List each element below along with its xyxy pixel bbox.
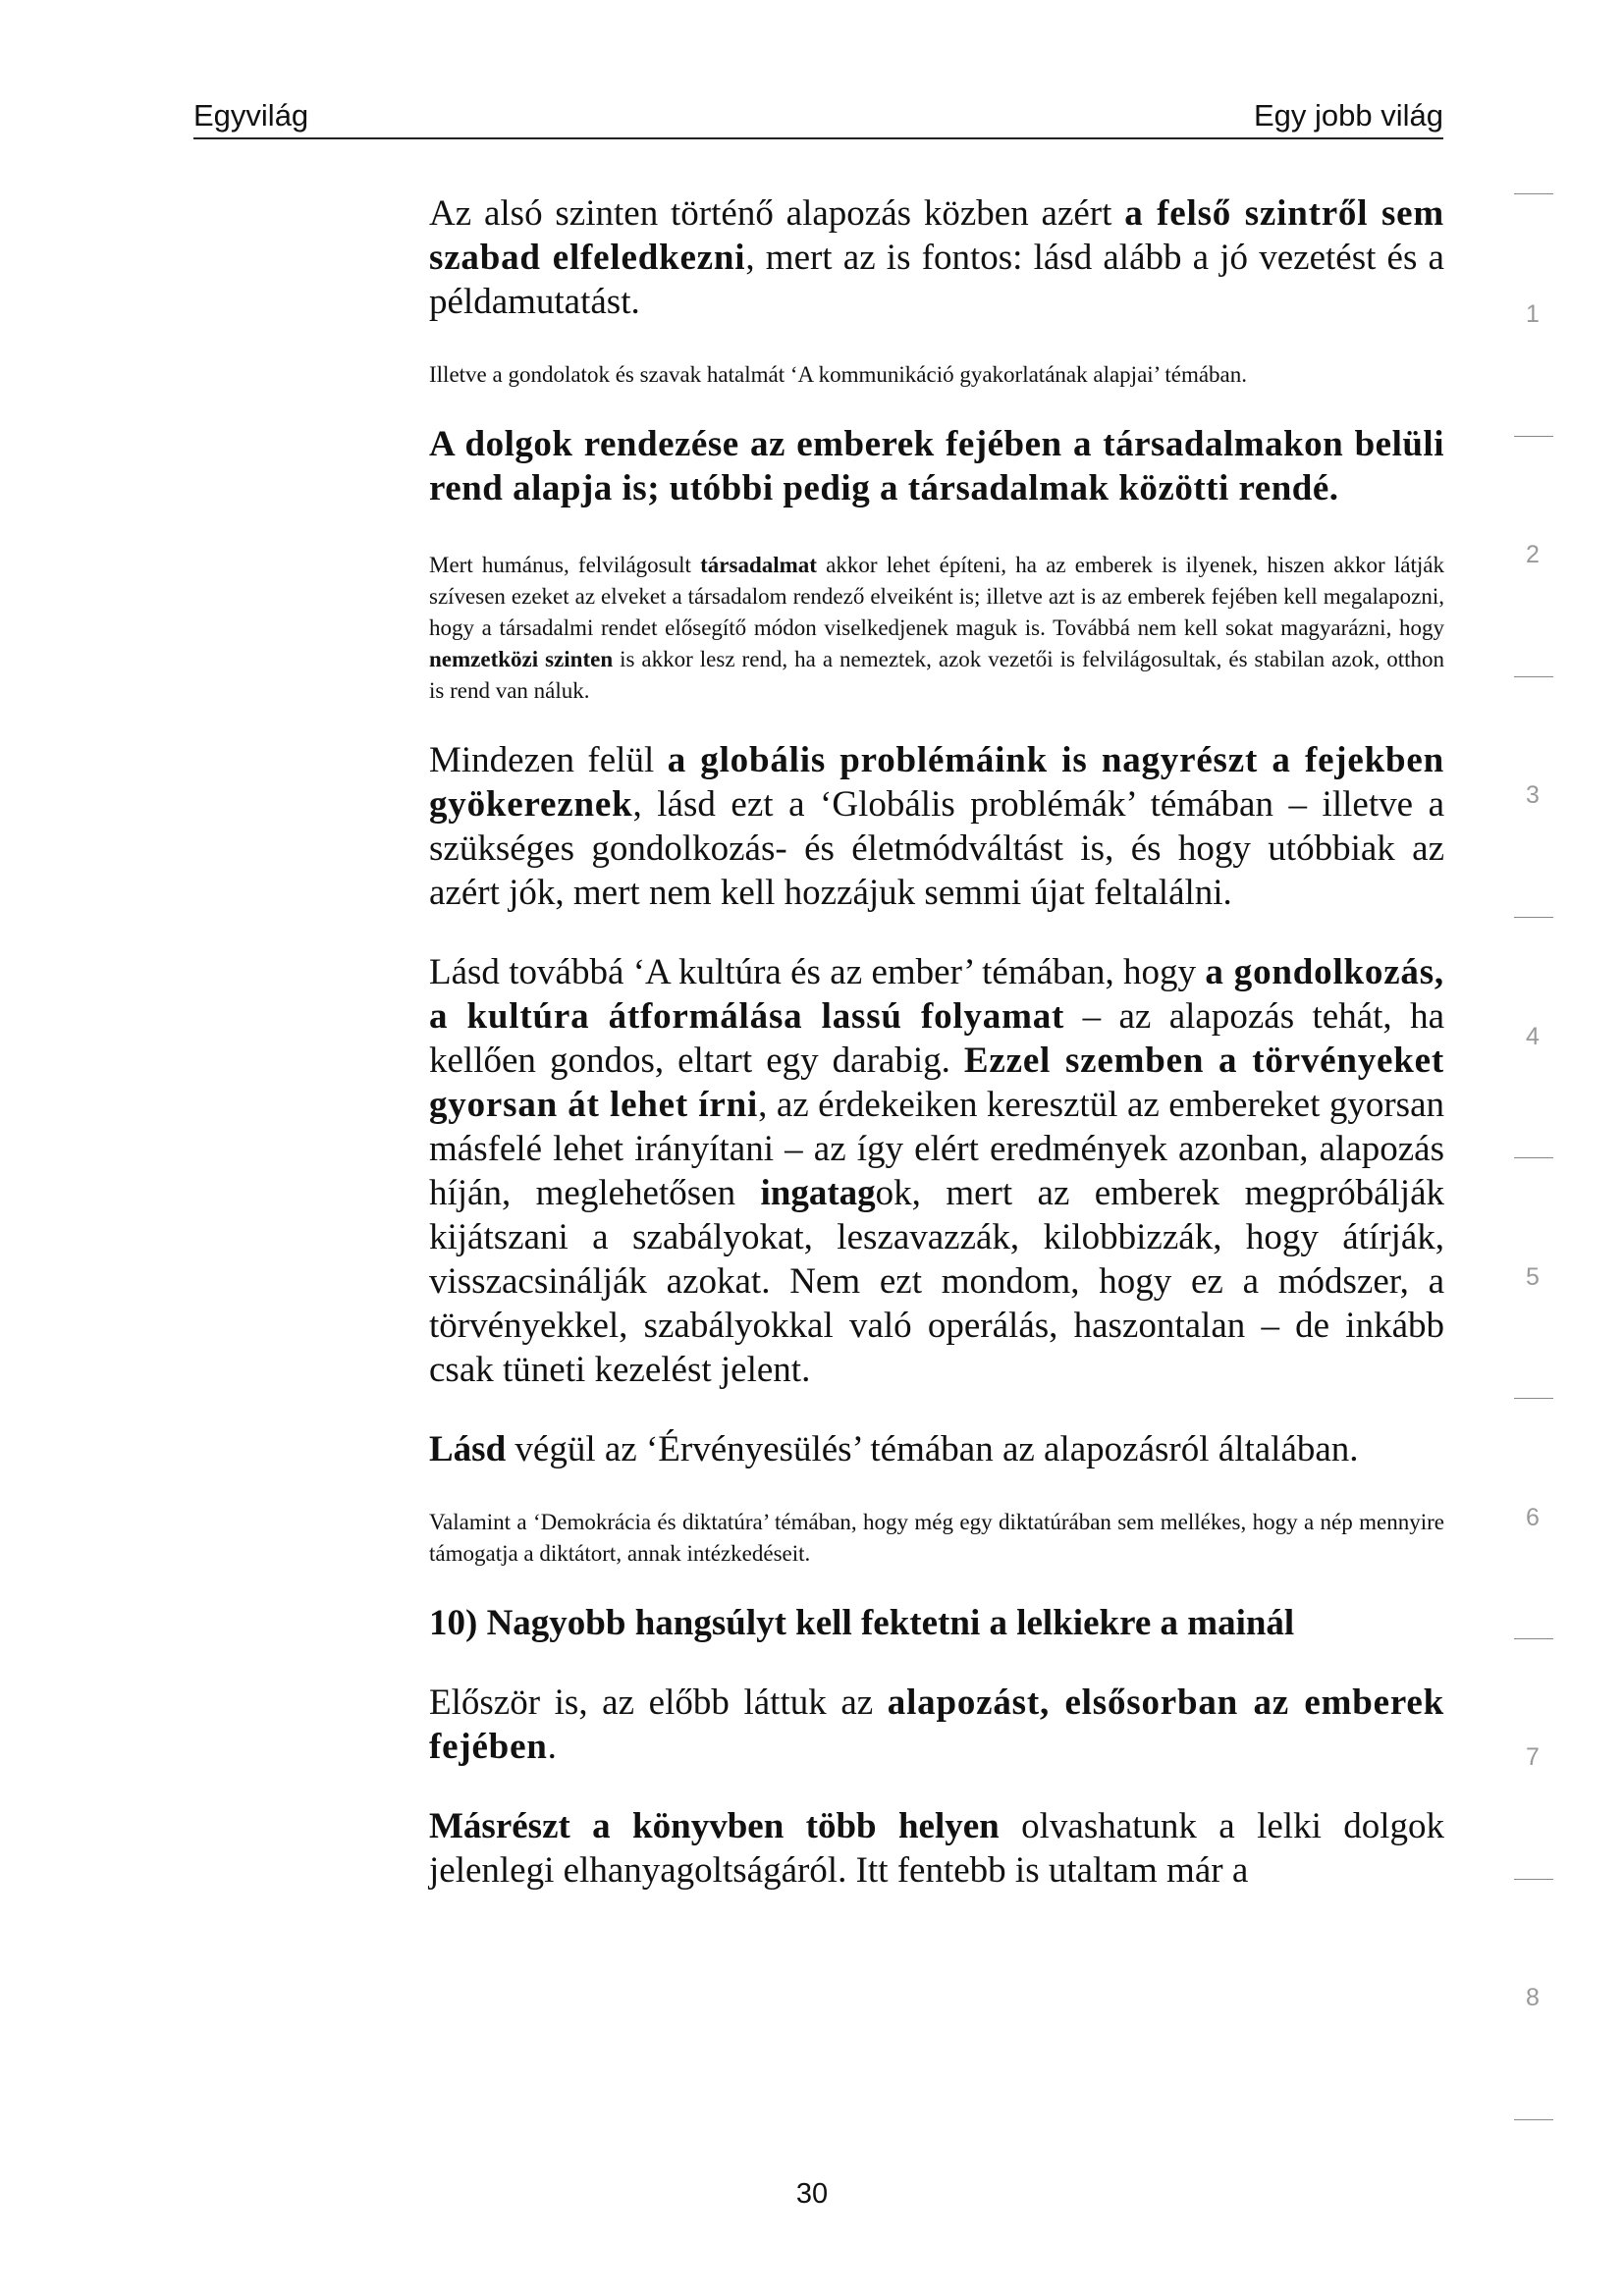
header-book-title: Egyvilág [193, 98, 309, 133]
margin-number: 5 [1526, 1263, 1540, 1291]
paragraph-note-3: Valamint a ‘Demokrácia és diktatúra’ témában, hogy még egy diktatúrában sem mellékes, hogy a nép mennyire támogatja a diktátort, annak intézkedéseit. [429, 1510, 1444, 1566]
margin-tick [1514, 193, 1553, 194]
margin-number: 2 [1526, 541, 1540, 568]
paragraph-foundation: Először is, az előbb láttuk az alapozást, elsősorban az emberek fejében. [429, 1682, 1444, 1767]
paragraph-1: Az alsó szinten történő alapozás közben azért a felső szintről sem szabad elfeledkezni, mert az is fontos: lásd alább a jó vezetést és a példamutatást. [429, 193, 1444, 322]
paragraph-note-2: Mert humánus, felvilágosult társadalmat akkor lehet építeni, ha az emberek is ilyenek, hiszen akkor látják szívesen ezeket az elveket a társadalom rendező elveiként is; illetve azt is az emberek fejében kell megalapozni, hogy a társadalmi rendet elősegítő módon viselkedjenek maguk is. Továbbá nem kell sokat magyarázni, hogy nemzetközi szinten is akkor lesz rend, ha a nemeztek, azok vezetői is felvilágosultak, és stabilan azok, otthon is rend van náluk. [429, 553, 1444, 703]
margin-number: 8 [1526, 1984, 1540, 2011]
paragraph-culture: Lásd továbbá ‘A kultúra és az ember’ témában, hogy a gondolkozás, a kultúra átformálása lassú folyamat – az alapozás tehát, ha kellően gondos, eltart egy darabig. Ezzel szemben a törvényeket gyorsan át lehet írni, az érdekeiken keresztül az embereket gyorsan másfelé lehet irányítani – az így elért eredmények azonban, alapozás híján, meglehetősen ingatagok, mert az emberek megpróbálják kijátszani a szabályokat, leszavazzák, kilobbizzák, hogy átírják, visszacsinálják azokat. Nem ezt mondom, hogy ez a módszer, a törvényekkel, szabályokkal való operálás, haszontalan – de inkább csak tüneti kezelést jelent. [429, 952, 1444, 1390]
line-number-margin [1512, 0, 1571, 2296]
margin-tick [1514, 1398, 1553, 1399]
margin-number: 1 [1526, 300, 1540, 328]
paragraph-assertion: Lásd végül az ‘Érvényesülés’ témában az alapozásról általában. [429, 1429, 1359, 1469]
margin-tick [1514, 676, 1553, 677]
page-number: 30 [795, 2178, 829, 2210]
header-chapter-title: Egy jobb világ [1253, 98, 1443, 133]
running-header [193, 94, 1443, 139]
margin-tick [1514, 1157, 1553, 1158]
margin-number: 7 [1526, 1743, 1540, 1771]
paragraph-spiritual: Másrészt a könyvben több helyen olvashatunk a lelki dolgok jelenlegi elhanyagoltságáról. Itt fentebb is utaltam már a [429, 1806, 1444, 1891]
margin-number: 6 [1526, 1504, 1540, 1531]
margin-tick [1514, 2119, 1553, 2120]
section-heading: 10) Nagyobb hangsúlyt kell fektetni a lelkiekre a mainál [429, 1603, 1295, 1643]
paragraph-emphasis: A dolgok rendezése az emberek fejében a társadalmakon belüli rend alapja is; utóbbi pedig a társadalmak közötti rendé. [429, 424, 1444, 508]
margin-tick [1514, 436, 1553, 437]
margin-tick [1514, 917, 1553, 918]
margin-number: 3 [1526, 781, 1540, 809]
paragraph-global-problems: Mindezen felül a globális problémáink is nagyrészt a fejekben gyökereznek, lásd ezt a ‘Globális problémák’ témában – illetve a szükséges gondolkozás- és életmódváltást is, és hogy utóbbiak az azért jók, mert nem kell hozzájuk semmi újat feltalálni. [429, 740, 1444, 913]
page-body [429, 191, 1444, 1928]
margin-number: 4 [1526, 1023, 1540, 1050]
margin-tick [1514, 1638, 1553, 1639]
margin-tick [1514, 1879, 1553, 1880]
paragraph-note-1: Illetve a gondolatok és szavak hatalmát ‘A kommunikáció gyakorlatának alapjai’ témában. [429, 362, 1248, 387]
